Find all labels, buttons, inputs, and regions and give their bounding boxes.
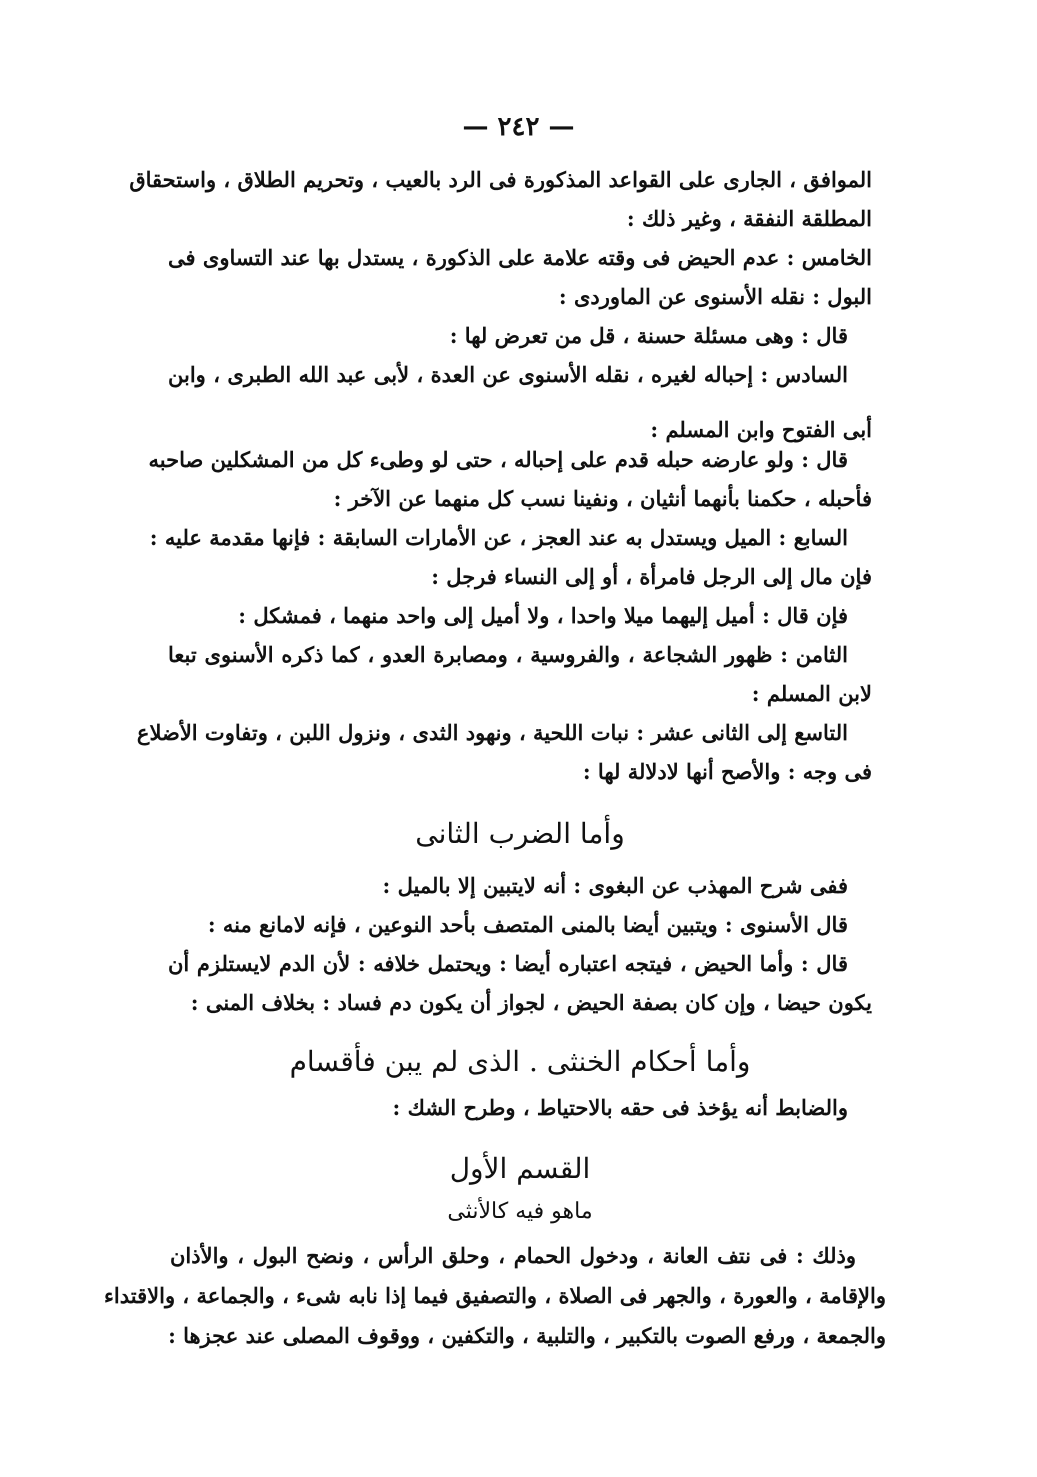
subsection-heading: القسم الأول bbox=[449, 1152, 591, 1185]
text-line: قال : وأما الحيض ، فيتجه اعتباره أيضا : ويحتمل خلافه : لأن الدم لايستلزم أن bbox=[168, 951, 848, 976]
text-line: ففى شرح المهذب عن البغوى : أنه لايتبين إلا بالميل : bbox=[382, 873, 848, 898]
text-line: السادس : إحباله لغيره ، نقله الأسنوى عن العدة ، لأبى عبد الله الطبرى ، وابن bbox=[168, 362, 848, 387]
text-line: فإن قال : أميل إليهما ميلا واحدا ، ولا أميل إلى واحد منهما ، فمشكل : bbox=[238, 603, 848, 628]
text-line: والإقامة ، والعورة ، والجهر فى الصلاة ، والتصفيق فيما إذا نابه شىء ، والجماعة ، والاقتداء bbox=[104, 1283, 886, 1308]
text-line: السابع : الميل ويستدل به عند العجز ، عن الأمارات السابقة : فإنها مقدمة عليه : bbox=[149, 525, 848, 550]
text-line: لابن المسلم : bbox=[751, 681, 872, 706]
text-line: والجمعة ، ورفع الصوت بالتكبير ، والتلبية ، والتكفين ، ووقوف المصلى عند عجزها : bbox=[168, 1323, 886, 1348]
text-line: البول : نقله الأسنوى عن الماوردى : bbox=[558, 284, 872, 309]
text-line: أبى الفتوح وابن المسلم : bbox=[650, 417, 872, 442]
text-line: يكون حيضا ، وإن كان بصفة الحيض ، لجواز أن يكون دم فساد : بخلاف المنى : bbox=[190, 990, 872, 1015]
text-line: قال : وهى مسئلة حسنة ، قل من تعرض لها : bbox=[449, 323, 848, 348]
text-line: فى وجه : والأصح أنها لادلالة لها : bbox=[582, 759, 872, 784]
section-heading: وأما أحكام الخنثى . الذى لم يبن فأقسام bbox=[289, 1045, 751, 1078]
text-line: الثامن : ظهور الشجاعة ، والفروسية ، ومصابرة العدو ، كما ذكره الأسنوى تبعا bbox=[168, 642, 848, 667]
text-line: والضابط أنه يؤخذ فى حقه بالاحتياط ، وطرح الشك : bbox=[392, 1095, 848, 1120]
text-line: الموافق ، الجارى على القواعد المذكورة فى الرد بالعيب ، وتحريم الطلاق ، واستحقاق bbox=[129, 167, 872, 192]
text-line: الخامس : عدم الحيض فى وقته علامة على الذكورة ، يستدل بها عند التساوى فى bbox=[168, 245, 872, 270]
text-line: قال : ولو عارضه حبله قدم على إحباله ، حتى لو وطىء كل من المشكلين صاحبه bbox=[148, 447, 848, 472]
text-line: وذلك : فى نتف العانة ، ودخول الحمام ، وحلق الرأس ، ونضح البول ، والأذان bbox=[170, 1243, 856, 1268]
text-line: المطلقة النفقة ، وغير ذلك : bbox=[626, 206, 872, 231]
text-line: التاسع إلى الثانى عشر : نبات اللحية ، ونهود الثدى ، ونزول اللبن ، وتفاوت الأضلاع bbox=[136, 720, 848, 745]
text-line: فأحبله ، حكمنا بأنهما أنثيان ، ونفينا نسب كل منهما عن الآخر : bbox=[333, 486, 872, 511]
text-line: فإن مال إلى الرجل فامرأة ، أو إلى النساء فرجل : bbox=[431, 564, 872, 589]
section-heading: وأما الضرب الثانى bbox=[415, 817, 625, 850]
subsection-subtitle: ماهو فيه كالأنثى bbox=[447, 1199, 593, 1224]
text-line: قال الأسنوى : ويتبين أيضا بالمنى المتصف بأحد النوعين ، فإنه لامانع منه : bbox=[207, 912, 848, 937]
page-number: — ٢٤٢ — bbox=[462, 112, 575, 142]
